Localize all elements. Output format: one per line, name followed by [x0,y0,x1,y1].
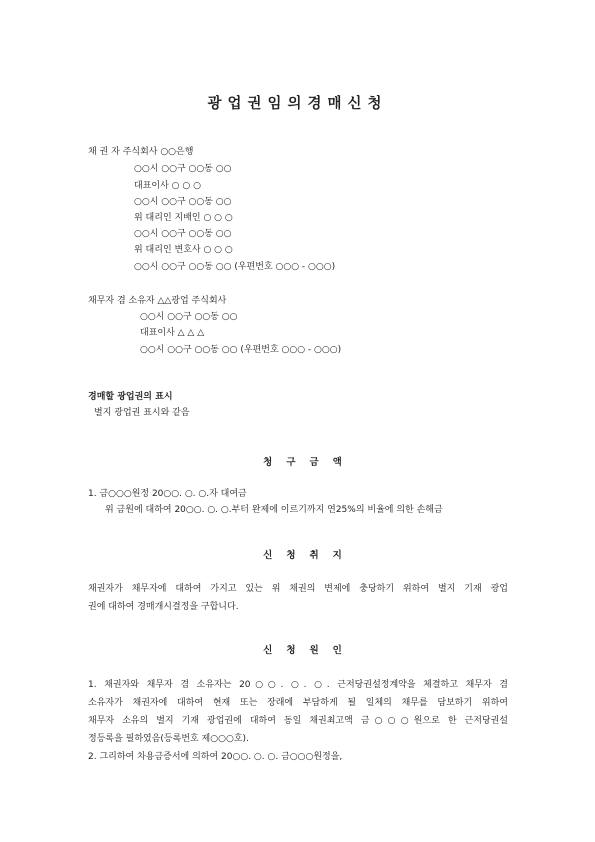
creditor-name: 주식회사 ○○은행 [122,147,194,157]
purpose-heading: 신청취지 [263,550,356,561]
creditor-label: 채 권 자 [88,147,120,157]
purpose-line: 채권자가 채무자에 대하여 가지고 있는 위 채권의 변제에 충당하기 위하여 별지 기재 광업 [88,584,508,594]
purpose-line: 권에 대하여 경매개시결정을 구합니다. [88,602,239,612]
reason-line: 정등록을 필하였음(등록번호 제○○○호). [88,734,249,744]
reason-heading: 신청원인 [263,645,356,656]
claim-heading: 청구금액 [263,457,356,468]
debtor-address: ○○시 ○○구 ○○동 ○○ [140,312,238,322]
creditor-manager-agent: 위 대리인 지배인 ○ ○ ○ [134,213,233,223]
display-text: 별지 광업권 표시와 같음 [94,408,190,418]
claim-item-1: 1. 금○○○원정 20○○. ○. ○.자 대여금 [88,489,247,499]
reason-line: 2. 그리하여 차용금증서에 의하여 20○○. ○. ○. 금○○○원정을, [88,752,343,762]
reason-paragraph [88,676,508,766]
reason-line: 소유자가 채권자에 대하여 현재 또는 장래에 부담하게 될 일체의 채무를 담보하기 위하여 [88,698,508,708]
debtor-row [88,296,226,307]
display-heading: 경매할 광업권의 표시 [88,392,173,402]
creditor-representative: 대표이사 ○ ○ ○ [134,181,201,191]
debtor-representative: 대표이사 △ △ △ [140,328,205,338]
document-title: 광업권임의경매신청 [207,96,388,112]
purpose-paragraph [88,580,508,616]
reason-line: 채무자 소유의 별지 기재 광업권에 대하여 동일 채권최고액 금○○○원으로 한 근저당권설 [88,716,508,726]
debtor-label: 채무자 겸 소유자 [88,296,155,306]
creditor-manager-address: ○○시 ○○구 ○○동 ○○ [134,229,232,239]
debtor-name: △△광업 주식회사 [157,296,227,306]
creditor-row [88,147,193,158]
creditor-lawyer-address: ○○시 ○○구 ○○동 ○○ (우편번호 ○○○ - ○○○) [134,262,336,272]
debtor-rep-address: ○○시 ○○구 ○○동 ○○ (우편번호 ○○○ - ○○○) [140,345,342,355]
creditor-address: ○○시 ○○구 ○○동 ○○ [134,164,232,174]
claim-item-1-detail: 위 금원에 대하여 20○○. ○. ○.부터 완제에 이르기까지 연25%의 비율에 의한 손해금 [105,505,443,515]
creditor-lawyer-agent: 위 대리인 변호사 ○ ○ ○ [134,245,233,255]
reason-line: 1. 채권자와 채무자 겸 소유자는 20○○. ○. ○. 근저당권설정계약을 체결하고 채무자 겸 [88,680,508,690]
creditor-rep-address: ○○시 ○○구 ○○동 ○○ [134,197,232,207]
